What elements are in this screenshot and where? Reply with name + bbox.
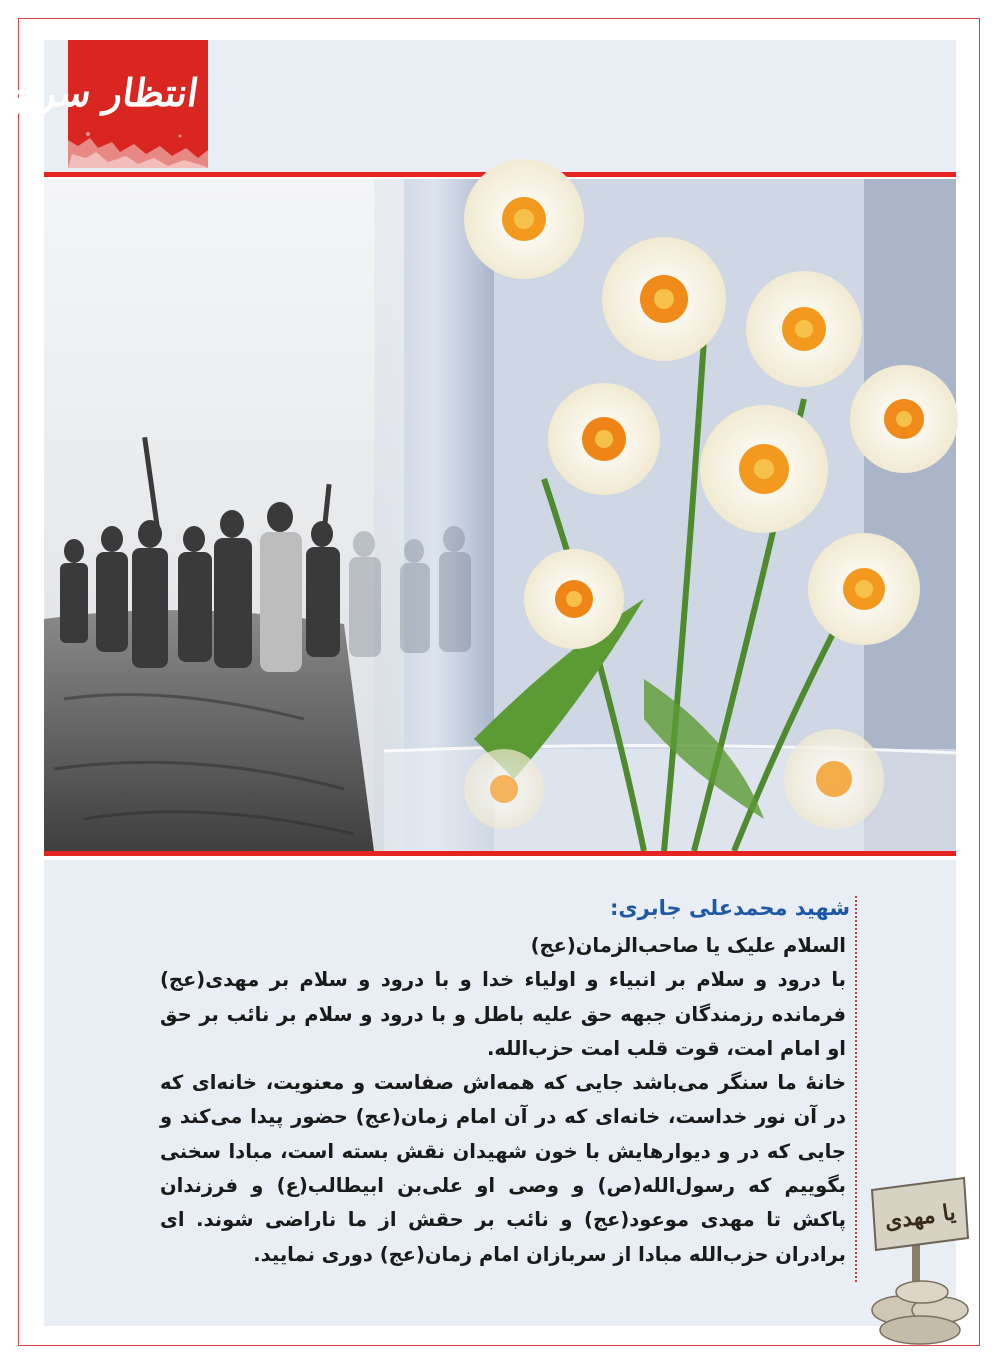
logo-text: انتظار سرخ	[10, 70, 202, 115]
paragraph-greetings: با درود و سلام بر انبیاء و اولیاء خدا و با درود و سلام بر مهدی(عج) فرمانده رزمندگان جبهه حق علیه باطل و با درود و سلام بر نائب بر حق او امام امت، قوت قلب امت حزب‌الله.	[160, 968, 846, 1060]
sign-text: یا مهدی	[883, 1199, 958, 1235]
feature-photo	[44, 179, 956, 851]
logo-grunge-texture	[68, 120, 208, 168]
dotted-divider	[855, 896, 857, 1282]
paragraph-trench: خانهٔ ما سنگر می‌باشد جایی که همه‌اش صفاست و معنویت، خانه‌ای که در آن نور خداست، خانه‌ای که در آن امام زمان(عج) حضور پیدا می‌کند و جایی که در و دیوارهایش با خون شهیدان نقش بسته است، مبادا سخنی بگوییم که رسول‌الله(ص) و وصی او علی‌بن ابیطالب(ع) و فرزندان پاکش تا مهدی موعود(عج) و نائب بر حقش از ما ناراضی شوند. ای برادران حزب‌الله مبادا از سربازان امام زمان(عج) دوری نمایید.	[160, 1071, 846, 1266]
brand-logo	[10, 40, 208, 168]
photo-collage	[44, 179, 956, 851]
martyr-name-title: شهید محمدعلی جابری:	[610, 896, 850, 920]
sandbag-sign-illustration	[864, 1160, 972, 1346]
salutation-line: السلام علیک یا صاحب‌الزمان(عج)	[530, 934, 846, 957]
bottom-red-rule	[44, 851, 956, 856]
ya-mahdi-sign	[864, 1160, 972, 1346]
testament-text	[160, 929, 846, 1272]
